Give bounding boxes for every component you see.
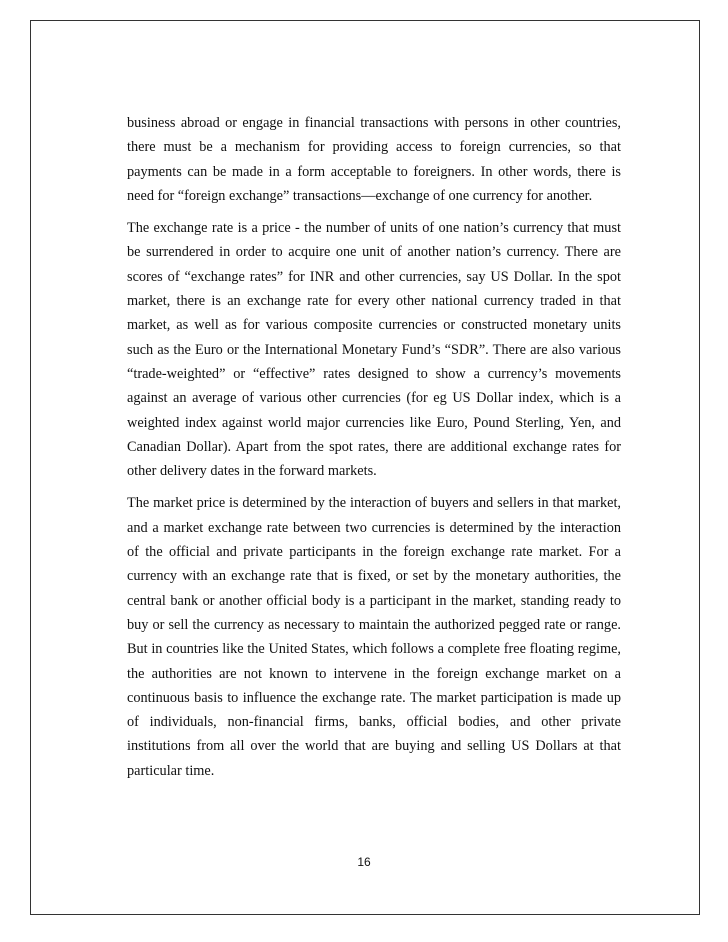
paragraph-foreign-exchange-need: business abroad or engage in financial transactions with persons in other countries, there must be a mechanism for providing access to foreign currencies, so that payments can be made in a form acceptable to foreigners. In other words, there is need for “foreign exchange” transactions—exchange of one currency for another. (127, 115, 621, 204)
paragraph-market-price: The market price is determined by the interaction of buyers and sellers in that market, and a market exchange rate between two currencies is determined by the interaction of the official and private participants in the foreign exchange rate market. For a currency with an exchange rate that is fixed, or set by the monetary authorities, the central bank or another official body is a participant in the market, standing ready to buy or sell the currency as necessary to maintain the authorized pegged rate or range. But in countries like the United States, which follows a complete free floating regime, the authorities are not known to intervene in the foreign exchange market on a continuous basis to influence the exchange rate. The market participation is made up of individuals, non-financial firms, banks, official bodies, and other private institutions from all over the world that are buying and selling US Dollars at that particular time. (127, 495, 621, 779)
paragraph-exchange-rate-definition: The exchange rate is a price - the number of units of one nation’s currency that must be surrendered in order to acquire one unit of another nation’s currency. There are scores of “exchange rates” for INR and other currencies, say US Dollar. In the spot market, there is an exchange rate for every other national currency traded in that market, as well as for various composite currencies or constructed monetary units such as the Euro or the International Monetary Fund’s “SDR”. There are also various “trade-weighted” or “effective” rates designed to show a currency’s movements against an average of various other currencies (for eg US Dollar index, which is a weighted index against world major currencies like Euro, Pound Sterling, Yen, and Canadian Dollar). Apart from the spot rates, there are additional exchange rates for other delivery dates in the forward markets. (127, 220, 621, 480)
page-number: 16 (357, 855, 371, 869)
body-text (127, 111, 621, 791)
